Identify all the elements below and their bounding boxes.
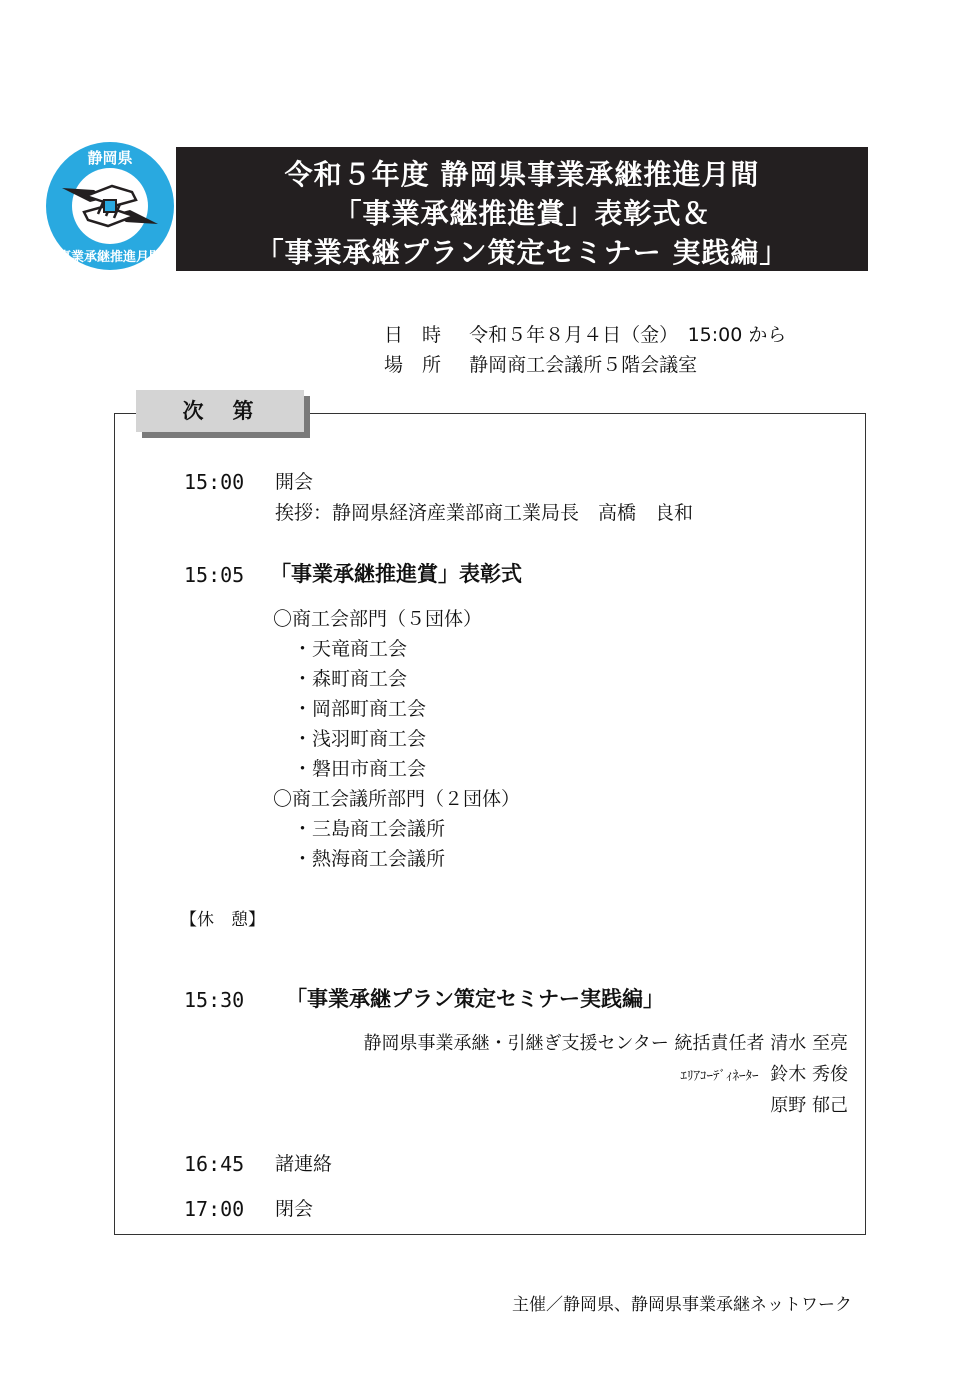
agenda-frame	[114, 413, 866, 1235]
speaker-name: 鈴木 秀俊	[770, 1064, 848, 1085]
datetime-label: 日 時	[384, 324, 442, 346]
agenda-title: 開会	[275, 471, 314, 493]
greeting-line: 挨拶：静岡県経済産業部商工業局長 高橋 良和	[275, 502, 694, 524]
place-row	[384, 350, 697, 377]
title-line-1: 令和５年度 静岡県事業承継推進月間	[284, 158, 760, 191]
place-value: 静岡商工会議所５階会議室	[469, 354, 698, 376]
logo-bottom-text: 事業承継推進月間	[57, 250, 163, 265]
award-member: ・浅羽町商工会	[293, 728, 427, 750]
award-member: ・三島商工会議所	[293, 818, 446, 840]
award-member: ・森町商工会	[293, 668, 408, 690]
award-member: ・天竜商工会	[293, 638, 408, 660]
agenda-title: 「事業承継推進賞」表彰式	[270, 562, 522, 586]
title-line-3: 「事業承継プラン策定セミナー 実践編」	[255, 236, 789, 269]
award-member: ・岡部町商工会	[293, 698, 427, 720]
award-group-heading: 〇商工会部門（５団体）	[273, 608, 483, 630]
agenda-title: 「事業承継プラン策定セミナー実践編」	[286, 987, 664, 1011]
award-member: ・熱海商工会議所	[293, 848, 446, 870]
speaker-line-1: 静岡県事業承継・引継ぎ支援センター 統括責任者 清水 至亮	[363, 1033, 848, 1054]
title-banner	[176, 147, 868, 271]
agenda-title: 諸連絡	[275, 1153, 333, 1175]
speaker-line-2	[681, 1063, 848, 1089]
agenda-time: 15:05	[184, 563, 245, 587]
organizer-line: 主催／静岡県、静岡県事業承継ネットワーク	[512, 1295, 852, 1315]
datetime-value: 令和５年８月４日（金） 15:00 から	[469, 324, 787, 346]
place-label: 場 所	[384, 354, 442, 376]
agenda-time: 15:30	[184, 988, 245, 1012]
agenda-tab: 次 第	[136, 390, 304, 432]
agenda-title: 閉会	[275, 1198, 314, 1220]
award-group-heading: 〇商工会議所部門（２団体）	[273, 788, 521, 810]
agenda-time: 15:00	[184, 470, 245, 494]
event-logo	[44, 140, 176, 272]
logo-top-text: 静岡県	[87, 149, 133, 167]
speaker-role: ｴﾘｱｺｰﾃﾞｨﾈｰﾀｰ	[680, 1069, 759, 1084]
title-line-2: 「事業承継推進賞」表彰式＆	[333, 197, 711, 230]
speaker-line-3: 原野 郁己	[770, 1095, 848, 1116]
agenda-time: 17:00	[184, 1197, 245, 1221]
datetime-row	[384, 320, 786, 347]
break-label: 【休 憩】	[180, 910, 265, 930]
agenda-time: 16:45	[184, 1152, 245, 1176]
award-member: ・磐田市商工会	[293, 758, 427, 780]
